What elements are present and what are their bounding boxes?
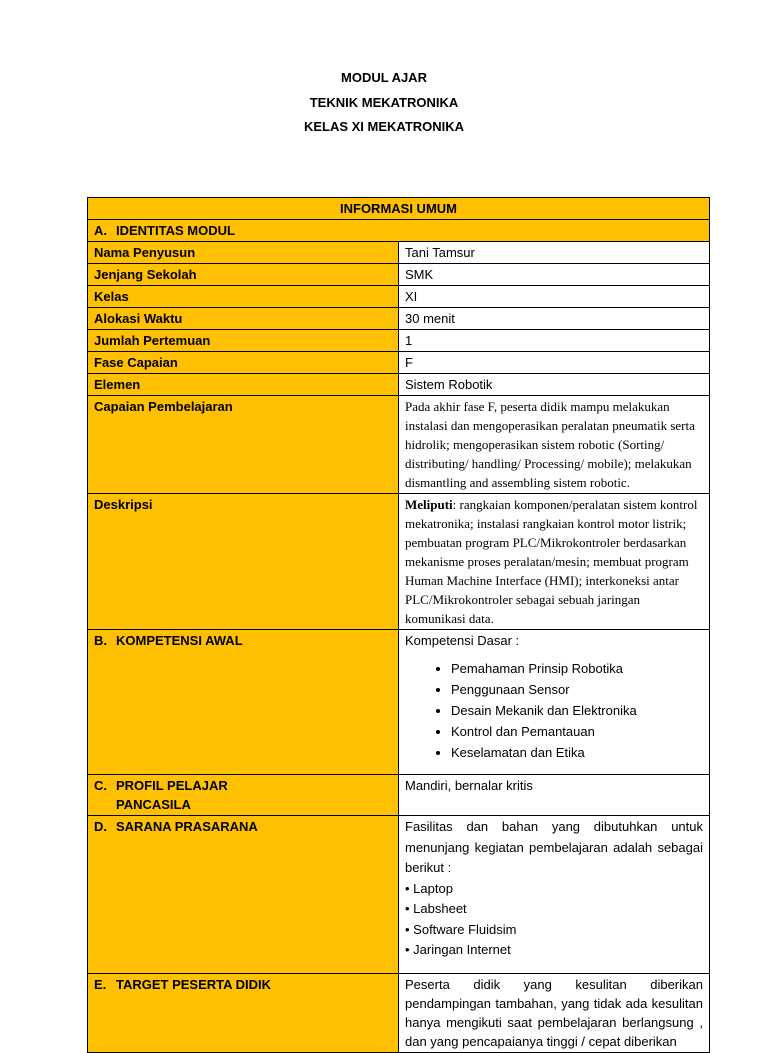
- section-d-number: D.: [94, 819, 107, 834]
- sarana-intro: Fasilitas dan bahan yang dibutuhkan untuk menunjang kegiatan pembelajaran adalah sebagai berikut :: [405, 819, 703, 875]
- row-value: Sistem Robotik: [399, 374, 710, 396]
- section-b-title: KOMPETENSI AWAL: [116, 633, 243, 648]
- section-a-number: A.: [94, 223, 107, 238]
- row-label: Jumlah Pertemuan: [88, 330, 399, 352]
- list-item: • Pemahaman Prinsip Robotika: [451, 658, 703, 679]
- row-value: Tani Tamsur: [399, 242, 710, 264]
- table-row-jenjang: [88, 264, 710, 286]
- table-row-target: [88, 973, 710, 1052]
- sarana-item-text: Software Fluidsim: [413, 921, 517, 937]
- row-value: SMK: [399, 264, 710, 286]
- kompetensi-list: [405, 658, 703, 763]
- row-label: Fase Capaian: [88, 352, 399, 374]
- table-row-deskripsi: [88, 494, 710, 630]
- list-item: • Labsheet: [405, 901, 467, 916]
- table-row-kelas: [88, 286, 710, 308]
- section-e-title: TARGET PESERTA DIDIK: [116, 976, 272, 992]
- section-a-row: [88, 220, 710, 242]
- list-item: • Penggunaan Sensor: [451, 679, 703, 700]
- list-item: • Jaringan Internet: [405, 942, 511, 957]
- list-item: • Desain Mekanik dan Elektronika: [451, 700, 703, 721]
- table-row-nama: [88, 242, 710, 264]
- header-subject: TEKNIK MEKATRONIKA: [309, 94, 459, 110]
- sarana-cell: [399, 816, 710, 974]
- profil-text: Mandiri, bernalar kritis: [399, 775, 710, 816]
- section-c-title-line2: PANCASILA: [116, 797, 191, 812]
- row-label: Elemen: [88, 374, 399, 396]
- header-class: KELAS XI MEKATRONIKA: [303, 119, 465, 134]
- section-c-label: [88, 775, 399, 816]
- list-item: • Software Fluidsim: [405, 921, 517, 937]
- table-row-elemen: [88, 374, 710, 396]
- info-table: [87, 197, 710, 1053]
- table-row-alokasi: [88, 308, 710, 330]
- sarana-item-text: Jaringan Internet: [413, 942, 511, 957]
- sarana-item-text: Laptop: [413, 880, 453, 896]
- row-value: 30 menit: [399, 308, 710, 330]
- row-label: Alokasi Waktu: [88, 308, 399, 330]
- section-c-number: C.: [94, 778, 107, 793]
- row-label: Kelas: [88, 286, 399, 308]
- row-value: 1: [399, 330, 710, 352]
- table-row-sarana: [88, 816, 710, 974]
- deskripsi-bold: Meliputi: [405, 497, 453, 512]
- row-value: XI: [399, 286, 710, 308]
- table-row-profil: [88, 775, 710, 816]
- table-row-capaian: [88, 396, 710, 494]
- document-header: [0, 66, 768, 140]
- list-item: • Keselamatan dan Etika: [451, 742, 703, 763]
- section-b-number: B.: [94, 633, 107, 648]
- table-row-pertemuan: [88, 330, 710, 352]
- row-label: Jenjang Sekolah: [88, 264, 399, 286]
- row-label: Capaian Pembelajaran: [88, 396, 399, 494]
- deskripsi-cell: [399, 494, 710, 630]
- row-label: Nama Penyusun: [88, 242, 399, 264]
- section-a-title: IDENTITAS MODUL: [116, 223, 235, 238]
- section-e-number: E.: [94, 976, 107, 992]
- row-value: F: [399, 352, 710, 374]
- header-title: MODUL AJAR: [341, 70, 427, 85]
- table-title: INFORMASI UMUM: [88, 198, 710, 220]
- section-d-label: [88, 816, 399, 974]
- section-c-title-line1: PROFIL PELAJAR: [116, 778, 228, 793]
- table-header-row: [88, 198, 710, 220]
- section-a-label: [88, 220, 710, 242]
- table-row-fase: [88, 352, 710, 374]
- deskripsi-text: : rangkaian komponen/peralatan sistem kontrol mekatronika; instalasi rangkaian kontrol motor listrik; pembuatan program PLC/Mikrokontroler berdasarkan mekanisme proses peralatan/mesin; membuat program Human Machine Interface (HMI); interkoneksi antar PLC/Mikrokontroler sebagai sebuah jaringan komunikasi data.: [405, 497, 698, 626]
- section-d-title: SARANA PRASARANA: [116, 819, 258, 834]
- list-item: • Kontrol dan Pemantauan: [451, 721, 703, 742]
- section-b-label: [88, 630, 399, 775]
- list-item: • Laptop: [405, 880, 453, 896]
- table-row-kompetensi: [88, 630, 710, 775]
- kompetensi-cell: [399, 630, 710, 775]
- sarana-item-text: Labsheet: [413, 901, 467, 916]
- kompetensi-intro: Kompetensi Dasar :: [405, 633, 520, 648]
- target-text: Peserta didik yang kesulitan diberikan pendampingan tambahan, yang tidak ada kesulitan hanya mengikuti saat pembelajaran berlangsung , dan yang pencapaianya tinggi / cepat diberikan: [399, 973, 710, 1052]
- row-label: Deskripsi: [88, 494, 399, 630]
- section-e-label: [88, 973, 399, 1052]
- capaian-text: Pada akhir fase F, peserta didik mampu melakukan instalasi dan mengoperasikan peralatan pneumatik serta hidrolik; mengoperasikan sistem robotic (Sorting/ distributing/ handling/ Processing/ mobile); melakukan dismantling and assembling sistem robotic.: [399, 396, 710, 494]
